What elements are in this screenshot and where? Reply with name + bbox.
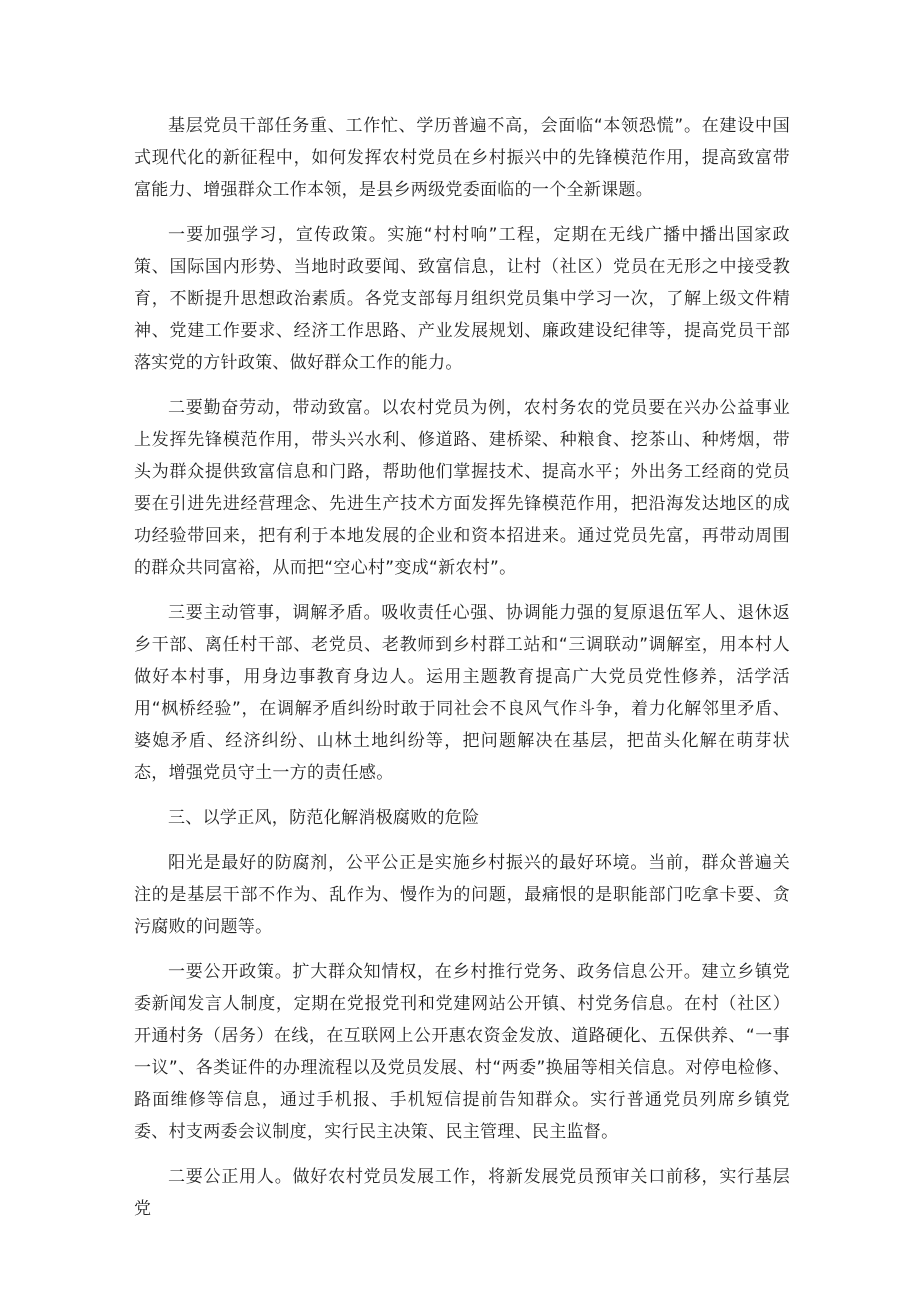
paragraph-labor-prosperity: 二要勤奋劳动，带动致富。以农村党员为例，农村务农的党员要在兴办公益事业上发挥先锋模范作用，带头兴水利、修道路、建桥梁、种粮食、挖茶山、种烤烟，带头为群众提供致富信息和门路，帮助他们掌握技术、提高水平；外出务工经商的党员要在引进先进经营理念、先进生产技术方面发挥先锋模范作用，把沿海发达地区的成功经验带回来，把有利于本地发展的企业和资本招进来。通过党员先富，再带动周围的群众共同富裕，从而把“空心村”变成“新农村”。 bbox=[134, 398, 790, 578]
paragraph-study-policy: 一要加强学习，宣传政策。实施“村村响”工程，定期在无线广播中播出国家政策、国际国内形势、当地时政要闻、致富信息，让村（社区）党员在无形之中接受教育，不断提升思想政治素质。各党支部每月组织党员集中学习一次，了解上级文件精神、党建工作要求、经济工作思路、产业发展规划、廉政建设纪律等，提高党员干部落实党的方针政策、做好群众工作的能力。 bbox=[134, 225, 790, 373]
paragraph-open-policy: 一要公开政策。扩大群众知情权，在乡村推行党务、政务信息公开。建立乡镇党委新闻发言人制度，定期在党报党刊和党建网站公开镇、村党务信息。在村（社区）开通村务（居务）在线，在互联网上公开惠农资金发放、道路硬化、五保供养、“一事一议”、各类证件的办理流程以及党员发展、村“两委”换届等相关信息。对停电检修、路面维修等信息，通过手机报、手机短信提前告知群众。实行普通党员列席乡镇党委、村支两委会议制度，实行民主决策、民主管理、民主监督。 bbox=[134, 962, 790, 1142]
paragraph-fair-appointment: 二要公正用人。做好农村党员发展工作，将新发展党员预审关口前移，实行基层党 bbox=[134, 1167, 790, 1219]
paragraph-mediate-conflicts: 三要主动管事，调解矛盾。吸收责任心强、协调能力强的复原退伍军人、退休返乡干部、离任村干部、老党员、老教师到乡村群工站和“三调联动”调解室，用本村人做好本村事，用身边事教育身边人。运用主题教育提高广大党员党性修养，活学活用“枫桥经验”，在调解矛盾纠纷时敢于同社会不良风气作斗争，着力化解邻里矛盾、婆媳矛盾、经济纠纷、山林土地纠纷等，把问题解决在基层，把苗头化解在萌芽状态，增强党员守土一方的责任感。 bbox=[134, 603, 790, 783]
section-heading: 三、以学正风，防范化解消极腐败的危险 bbox=[168, 808, 480, 828]
document-body bbox=[134, 110, 790, 1238]
paragraph-intro: 基层党员干部任务重、工作忙、学历普遍不高，会面临“本领恐慌”。在建设中国式现代化的新征程中，如何发挥农村党员在乡村振兴中的先锋模范作用，提高致富带富能力、增强群众工作本领，是县乡两级党委面临的一个全新课题。 bbox=[134, 116, 790, 200]
paragraph-sunlight: 阳光是最好的防腐剂，公平公正是实施乡村振兴的最好环境。当前，群众普遍关注的是基层干部不作为、乱作为、慢作为的问题，最痛恨的是职能部门吃拿卡要、贪污腐败的问题等。 bbox=[134, 853, 790, 937]
